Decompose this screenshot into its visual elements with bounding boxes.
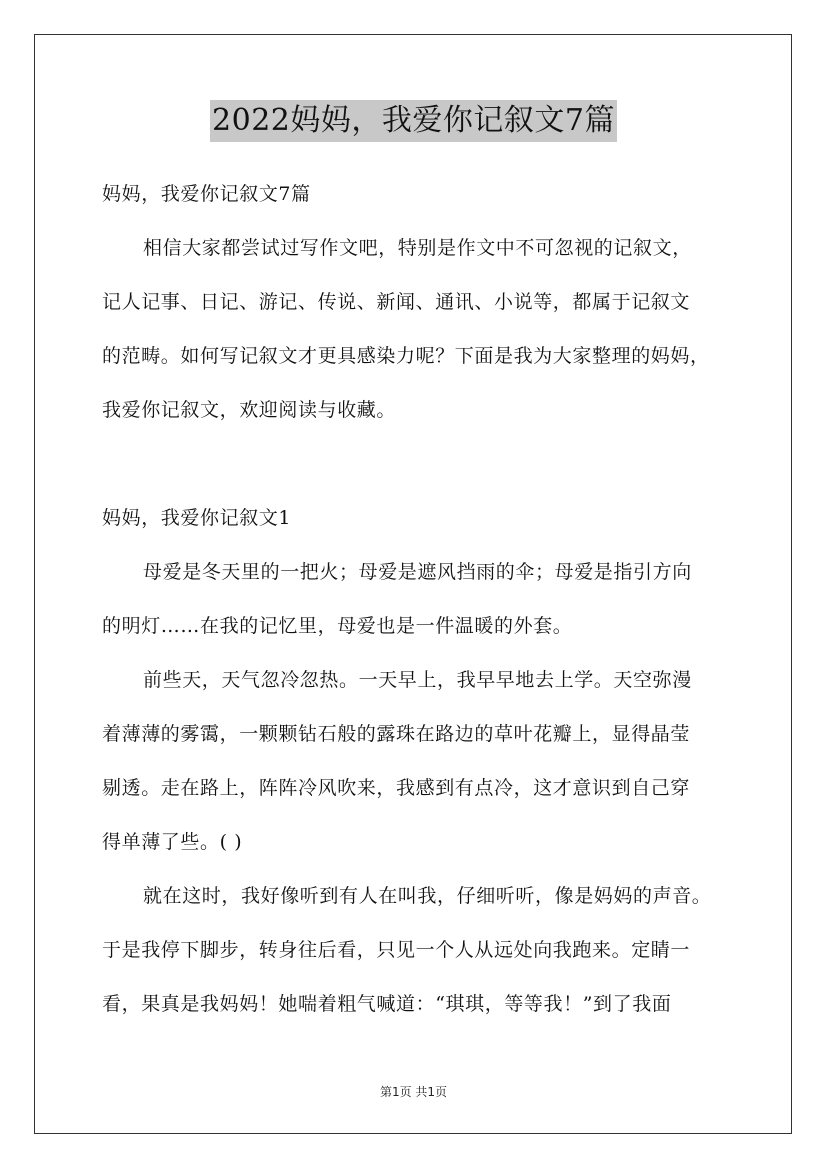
- intro-line: 的范畴。如何写记叙文才更具感染力呢？下面是我为大家整理的妈妈，: [102, 345, 710, 367]
- intro-line: 记人记事、日记、游记、传说、新闻、通讯、小说等，都属于记叙文: [102, 291, 691, 313]
- body-line: 前些天，天气忽冷忽热。一天早上，我早早地去上学。天空弥漫: [143, 669, 692, 691]
- body-line: 就在这时，我好像听到有人在叫我，仔细听听，像是妈妈的声音。: [143, 885, 712, 907]
- body-line: 母爱是冬天里的一把火；母爱是遮风挡雨的伞；母爱是指引方向: [143, 561, 692, 583]
- body-line: 看，果真是我妈妈！她喘着粗气喊道：“琪琪，等等我！”到了我面: [102, 993, 672, 1015]
- body-line: 得单薄了些。( ): [102, 831, 243, 853]
- body-line: 剔透。走在路上，阵阵冷风吹来，我感到有点冷，这才意识到自己穿: [102, 777, 691, 799]
- document-title: 2022妈妈，我爱你记叙文7篇: [210, 100, 617, 142]
- body-line: 着薄薄的雾霭，一颗颗钻石般的露珠在路边的草叶花瓣上，显得晶莹: [102, 723, 691, 745]
- page-footer: 第1页 共1页: [379, 1085, 448, 1099]
- title-container: [0, 100, 827, 142]
- body-line: 的明灯……在我的记忆里，母爱也是一件温暖的外套。: [102, 615, 573, 637]
- intro-line: 相信大家都尝试过写作文吧，特别是作文中不可忽视的记叙文，: [143, 237, 692, 259]
- body-line: 于是我停下脚步，转身往后看，只见一个人从远处向我跑来。定睛一: [102, 939, 691, 961]
- intro-line: 我爱你记叙文，欢迎阅读与收藏。: [102, 399, 397, 421]
- section-heading: 妈妈，我爱你记叙文1: [102, 507, 292, 529]
- document-subtitle: 妈妈，我爱你记叙文7篇: [102, 183, 311, 205]
